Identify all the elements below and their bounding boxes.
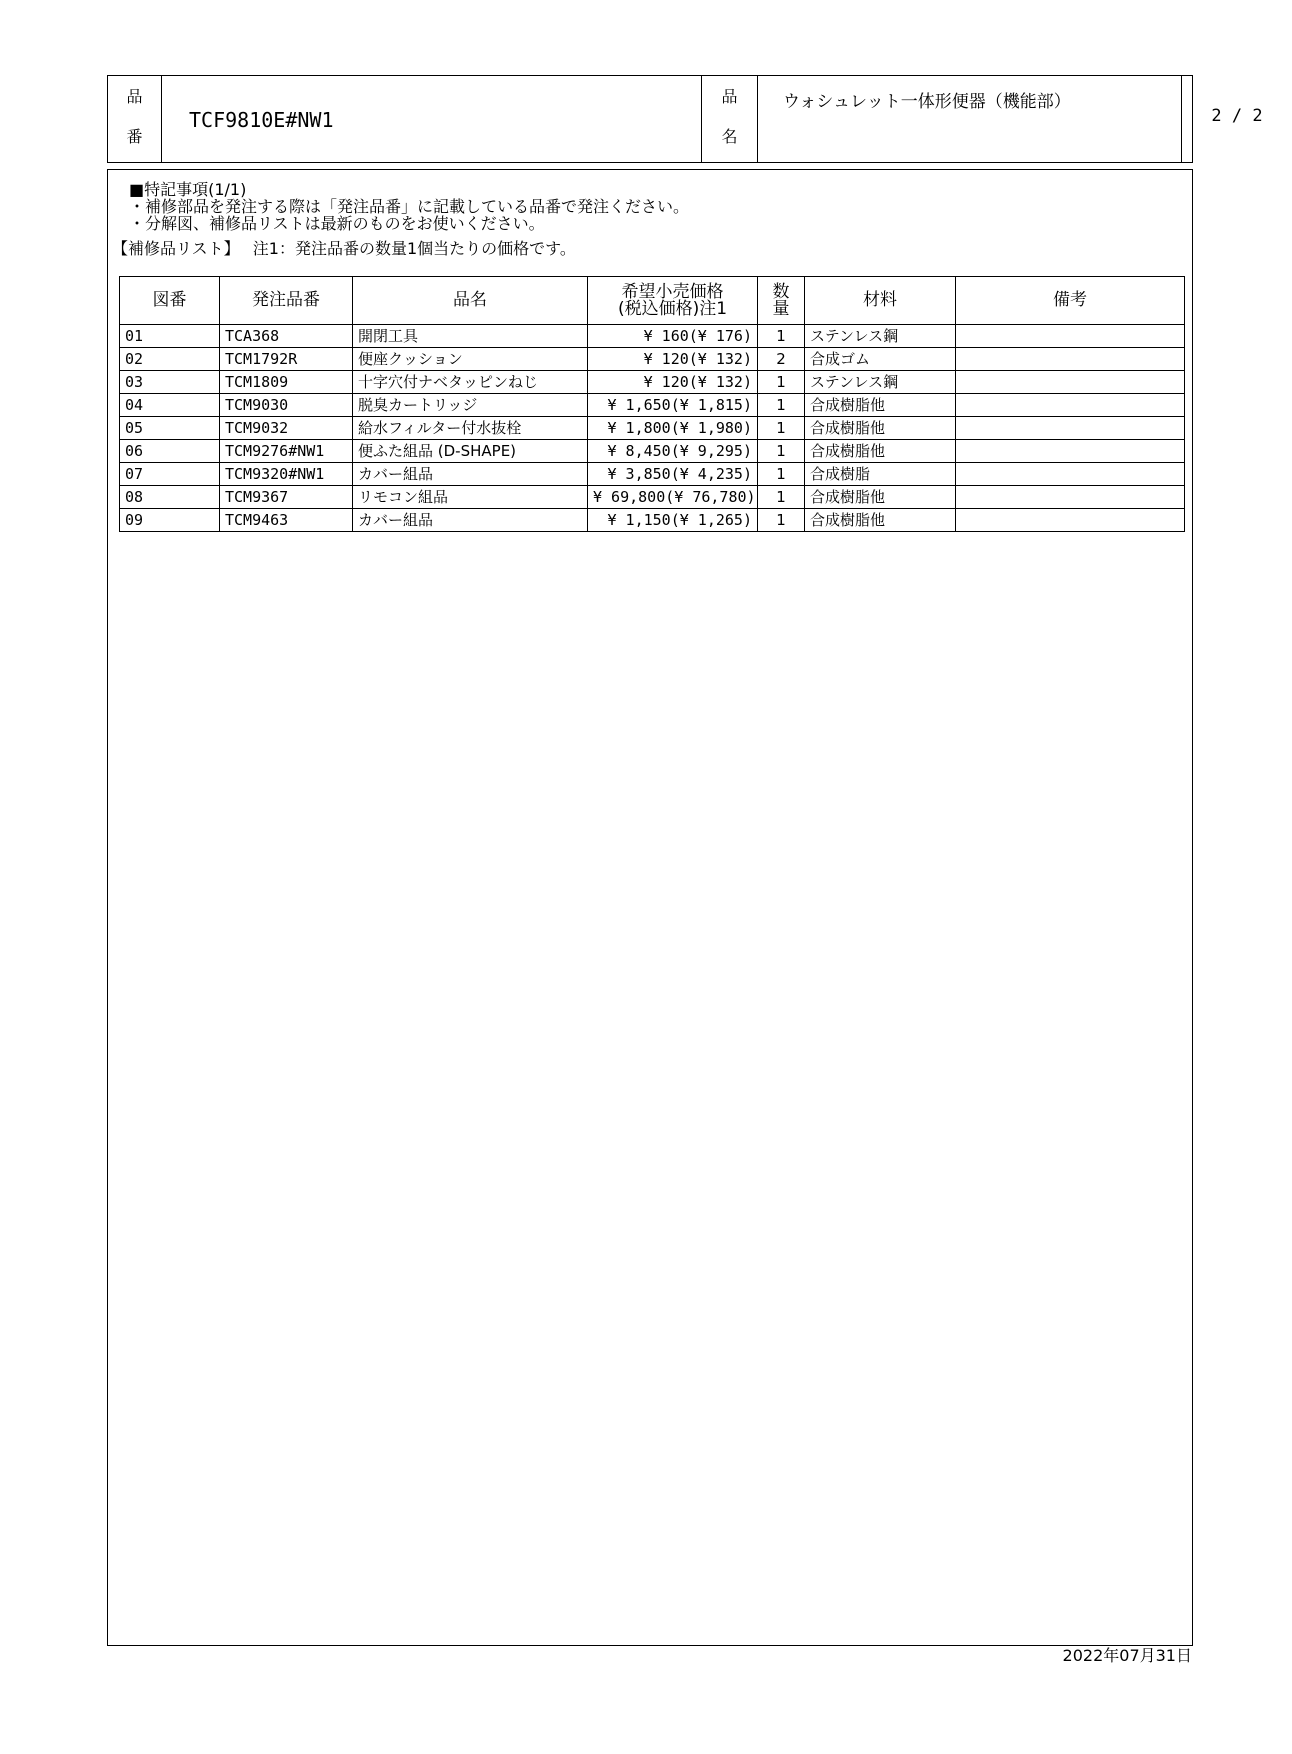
cell-fig-no: 03 <box>120 371 220 394</box>
cell-remarks <box>956 463 1185 486</box>
cell-name: リモコン組品 <box>353 486 588 509</box>
col-header-name: 品名 <box>353 277 588 325</box>
cell-remarks <box>956 417 1185 440</box>
page-number-cell <box>1182 76 1292 162</box>
parts-table <box>119 276 1185 532</box>
cell-order-no: TCM1792R <box>220 348 353 371</box>
table-row <box>120 394 1185 417</box>
col-header-price-line-1: 希望小売価格 <box>621 281 724 302</box>
col-header-qty-line-2: 量 <box>772 298 790 319</box>
cell-remarks <box>956 509 1185 532</box>
cell-price: ¥ 120(¥ 132) <box>588 348 758 371</box>
cell-remarks <box>956 394 1185 417</box>
cell-qty: 1 <box>758 440 805 463</box>
product-name-cell <box>758 76 1182 162</box>
cell-material: 合成樹脂他 <box>805 486 956 509</box>
cell-fig-no: 02 <box>120 348 220 371</box>
cell-remarks <box>956 440 1185 463</box>
table-row <box>120 348 1185 371</box>
product-code-cell <box>162 76 702 162</box>
cell-fig-no: 07 <box>120 463 220 486</box>
product-name: ウォシュレット一体形便器（機能部） <box>783 92 1071 112</box>
cell-remarks <box>956 325 1185 348</box>
table-row <box>120 371 1185 394</box>
cell-order-no: TCM1809 <box>220 371 353 394</box>
table-row <box>120 325 1185 348</box>
cell-fig-no: 06 <box>120 440 220 463</box>
cell-order-no: TCM9276#NW1 <box>220 440 353 463</box>
cell-material: 合成樹脂他 <box>805 440 956 463</box>
document-header <box>107 75 1263 163</box>
cell-name: カバー組品 <box>353 463 588 486</box>
cell-material: ステンレス鋼 <box>805 325 956 348</box>
cell-material: ステンレス鋼 <box>805 371 956 394</box>
product-name-label-char-2: 名 <box>721 127 738 146</box>
cell-price: ¥ 1,800(¥ 1,980) <box>588 417 758 440</box>
cell-qty: 1 <box>758 463 805 486</box>
cell-fig-no: 01 <box>120 325 220 348</box>
cell-price: ¥ 3,850(¥ 4,235) <box>588 463 758 486</box>
cell-order-no: TCM9320#NW1 <box>220 463 353 486</box>
col-header-qty-line-1: 数 <box>772 281 790 302</box>
part-number-label-char-2: 番 <box>126 127 143 146</box>
cell-price: ¥ 8,450(¥ 9,295) <box>588 440 758 463</box>
product-name-label-char-1: 品 <box>721 87 738 106</box>
note-line-1: ・補修部品を発注する際は「発注品番」に記載している品番で発注ください。 <box>129 197 690 216</box>
cell-fig-no: 09 <box>120 509 220 532</box>
cell-material: 合成樹脂他 <box>805 394 956 417</box>
cell-price: ¥ 1,150(¥ 1,265) <box>588 509 758 532</box>
cell-name: 開閉工具 <box>353 325 588 348</box>
table-row <box>120 463 1185 486</box>
parts-list-title: 【補修品リスト】 注1：発注品番の数量1個当たりの価格です。 <box>112 239 576 258</box>
cell-qty: 1 <box>758 371 805 394</box>
cell-qty: 1 <box>758 417 805 440</box>
cell-order-no: TCM9032 <box>220 417 353 440</box>
cell-order-no: TCA368 <box>220 325 353 348</box>
cell-name: カバー組品 <box>353 509 588 532</box>
cell-remarks <box>956 486 1185 509</box>
cell-price: ¥ 1,650(¥ 1,815) <box>588 394 758 417</box>
notes-section-title: ■特記事項(1/1) <box>129 180 247 199</box>
cell-material: 合成ゴム <box>805 348 956 371</box>
cell-material: 合成樹脂他 <box>805 417 956 440</box>
part-number-label-char-1: 品 <box>126 87 143 106</box>
cell-price: ¥ 160(¥ 176) <box>588 325 758 348</box>
table-row <box>120 440 1185 463</box>
cell-name: 便座クッション <box>353 348 588 371</box>
col-header-material: 材料 <box>805 277 956 325</box>
cell-material: 合成樹脂 <box>805 463 956 486</box>
col-header-qty <box>758 277 805 325</box>
table-header-row <box>120 277 1185 325</box>
cell-remarks <box>956 348 1185 371</box>
product-name-label <box>702 76 758 162</box>
page-number: 2 / 2 <box>1211 106 1263 126</box>
col-header-fig-no: 図番 <box>120 277 220 325</box>
cell-name: 十字穴付ナベタッピンねじ <box>353 371 588 394</box>
cell-name: 便ふた組品 (D-SHAPE) <box>353 440 588 463</box>
table-row <box>120 417 1185 440</box>
cell-qty: 1 <box>758 325 805 348</box>
cell-qty: 2 <box>758 348 805 371</box>
cell-order-no: TCM9367 <box>220 486 353 509</box>
cell-material: 合成樹脂他 <box>805 509 956 532</box>
cell-name: 脱臭カートリッジ <box>353 394 588 417</box>
cell-qty: 1 <box>758 394 805 417</box>
cell-price: ¥ 120(¥ 132) <box>588 371 758 394</box>
table-row <box>120 509 1185 532</box>
part-number-label <box>108 76 162 162</box>
cell-qty: 1 <box>758 486 805 509</box>
cell-remarks <box>956 371 1185 394</box>
table-row <box>120 486 1185 509</box>
cell-fig-no: 05 <box>120 417 220 440</box>
note-line-2: ・分解図、補修品リストは最新のものをお使いください。 <box>129 214 545 233</box>
col-header-order-no: 発注品番 <box>220 277 353 325</box>
cell-name: 給水フィルター付水抜栓 <box>353 417 588 440</box>
cell-price: ¥ 69,800(¥ 76,780) <box>588 486 758 509</box>
col-header-price-line-2: (税込価格)注1 <box>617 298 728 319</box>
issue-date: 2022年07月31日 <box>1062 1646 1192 1665</box>
col-header-remarks: 備考 <box>956 277 1185 325</box>
cell-fig-no: 04 <box>120 394 220 417</box>
cell-order-no: TCM9463 <box>220 509 353 532</box>
cell-qty: 1 <box>758 509 805 532</box>
product-code: TCF9810E#NW1 <box>189 108 334 132</box>
cell-order-no: TCM9030 <box>220 394 353 417</box>
cell-fig-no: 08 <box>120 486 220 509</box>
col-header-price <box>588 277 758 325</box>
